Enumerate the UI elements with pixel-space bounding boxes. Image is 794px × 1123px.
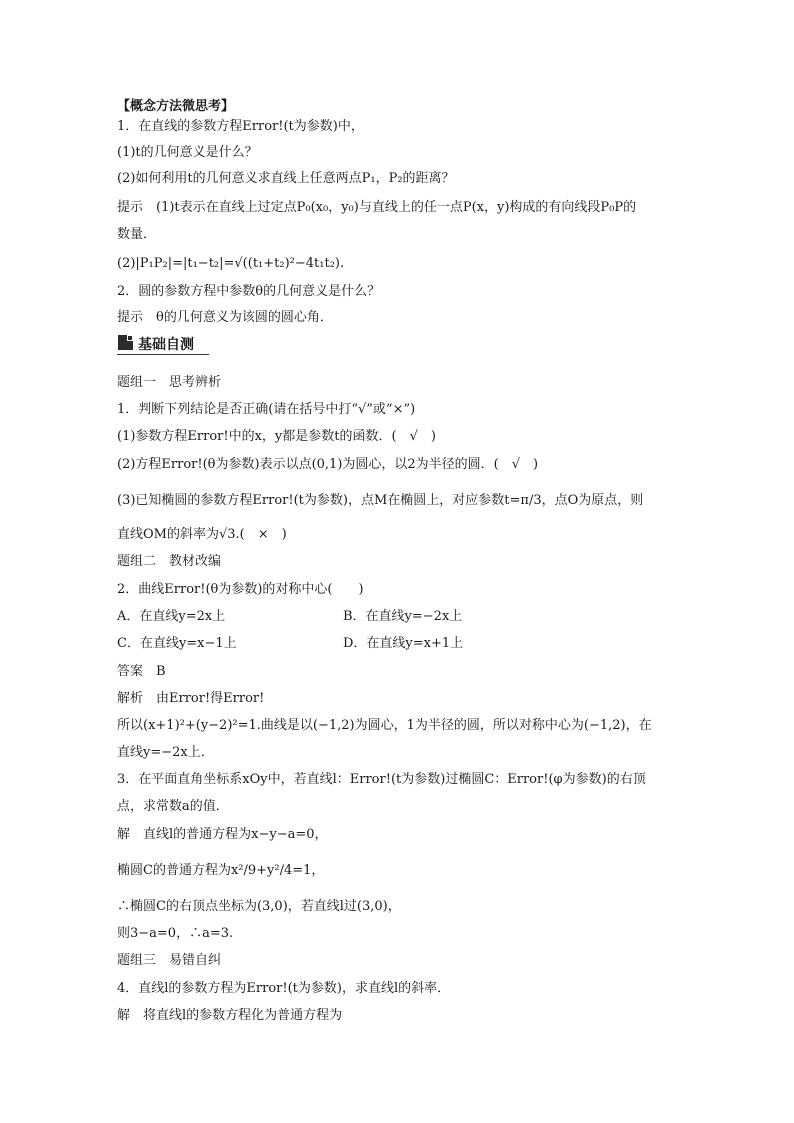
question-1-part-2: (2)如何利用t的几何意义求直线上任意两点P₁，P₂的距离？ bbox=[117, 171, 455, 186]
hint-2-text: 提示 θ的几何意义为该圆的圆心角． bbox=[117, 310, 333, 325]
analysis-body-2: 直线y=−2x上． bbox=[117, 745, 214, 760]
solution-3-line-1: 解 直线l的普通方程为x−y−a=0， bbox=[117, 827, 328, 842]
hint-1-line-1: 提示 (1)t表示在直线上过定点P₀(x₀，y₀)与直线上的任一点P(x，y)构成的有向线段P₀P的 bbox=[117, 200, 637, 215]
exercise-1-item-2: (2)方程Error!(θ为参数)表示以点(0,1)为圆心，以2为半径的圆．( √ ) bbox=[117, 457, 539, 472]
basic-test-title: 基础自测 bbox=[138, 337, 194, 353]
group-2-title: 题组二 教材改编 bbox=[117, 554, 222, 569]
solution-4-line-1: 解 将直线l的参数方程化为普通方程为 bbox=[117, 1008, 343, 1023]
hint-1-line-2: 数量． bbox=[117, 227, 157, 242]
exercise-2-text: 2．曲线Error!(θ为参数)的对称中心( ) bbox=[117, 582, 364, 597]
hint-1-formula: (2)|P₁P₂|=|t₁−t₂|=√((t₁+t₂)²−4t₁t₂). bbox=[117, 256, 345, 271]
concept-section-header: 【概念方法微思考】 bbox=[117, 99, 235, 114]
option-b: B．在直线y=−2x上 bbox=[343, 609, 463, 624]
analysis-body-1: 所以(x+1)²+(y−2)²=1.曲线是以(−1,2)为圆心，1为半径的圆，所以对称中心为(−1,2)，在 bbox=[117, 718, 652, 733]
question-1-text: 1．在直线的参数方程Error!(t为参数)中， bbox=[117, 119, 364, 134]
section-marker-icon bbox=[118, 335, 133, 350]
exercise-3-text: 3．在平面直角坐标系xOy中，若直线l：Error!(t为参数)过椭圆C：Error!(φ为参数)的右顶 bbox=[117, 772, 646, 787]
exercise-4-text: 4．直线l的参数方程为Error!(t为参数)，求直线l的斜率． bbox=[117, 981, 451, 996]
exercise-1-item-1: (1)参数方程Error!中的x，y都是参数t的函数．( √ ) bbox=[117, 429, 436, 444]
section-underline bbox=[117, 354, 209, 355]
group-1-title: 题组一 思考辨析 bbox=[117, 375, 222, 390]
option-a: A．在直线y=2x上 bbox=[117, 609, 226, 624]
group-3-title: 题组三 易错自纠 bbox=[117, 953, 222, 968]
solution-3-line-3: ∴椭圆C的右顶点坐标为(3,0)，若直线l过(3,0)， bbox=[117, 899, 401, 914]
question-2-text: 2．圆的参数方程中参数θ的几何意义是什么？ bbox=[117, 284, 381, 299]
option-c: C．在直线y=x−1上 bbox=[117, 636, 237, 651]
exercise-1-text: 1．判断下列结论是否正确(请在括号中打“√”或“×”) bbox=[117, 402, 416, 417]
solution-3-line-4: 则3−a=0，∴a=3. bbox=[117, 926, 234, 941]
exercise-3-text-cont: 点，求常数a的值． bbox=[117, 799, 229, 814]
question-1-part-1: (1)t的几何意义是什么？ bbox=[117, 145, 258, 160]
basic-test-section-header bbox=[117, 333, 209, 355]
exercise-1-item-3-cont: 直线OM的斜率为√3.( × ) bbox=[117, 527, 287, 542]
solution-3-line-2: 椭圆C的普通方程为x²/9+y²/4=1， bbox=[117, 863, 325, 878]
exercise-1-item-3: (3)已知椭圆的参数方程Error!(t为参数)，点M在椭圆上，对应参数t=π/3，点O为原点，则 bbox=[117, 493, 644, 508]
analysis-line: 解析 由Error!得Error! bbox=[117, 691, 265, 706]
answer-line: 答案 B bbox=[117, 664, 166, 679]
option-d: D．在直线y=x+1上 bbox=[343, 636, 464, 651]
